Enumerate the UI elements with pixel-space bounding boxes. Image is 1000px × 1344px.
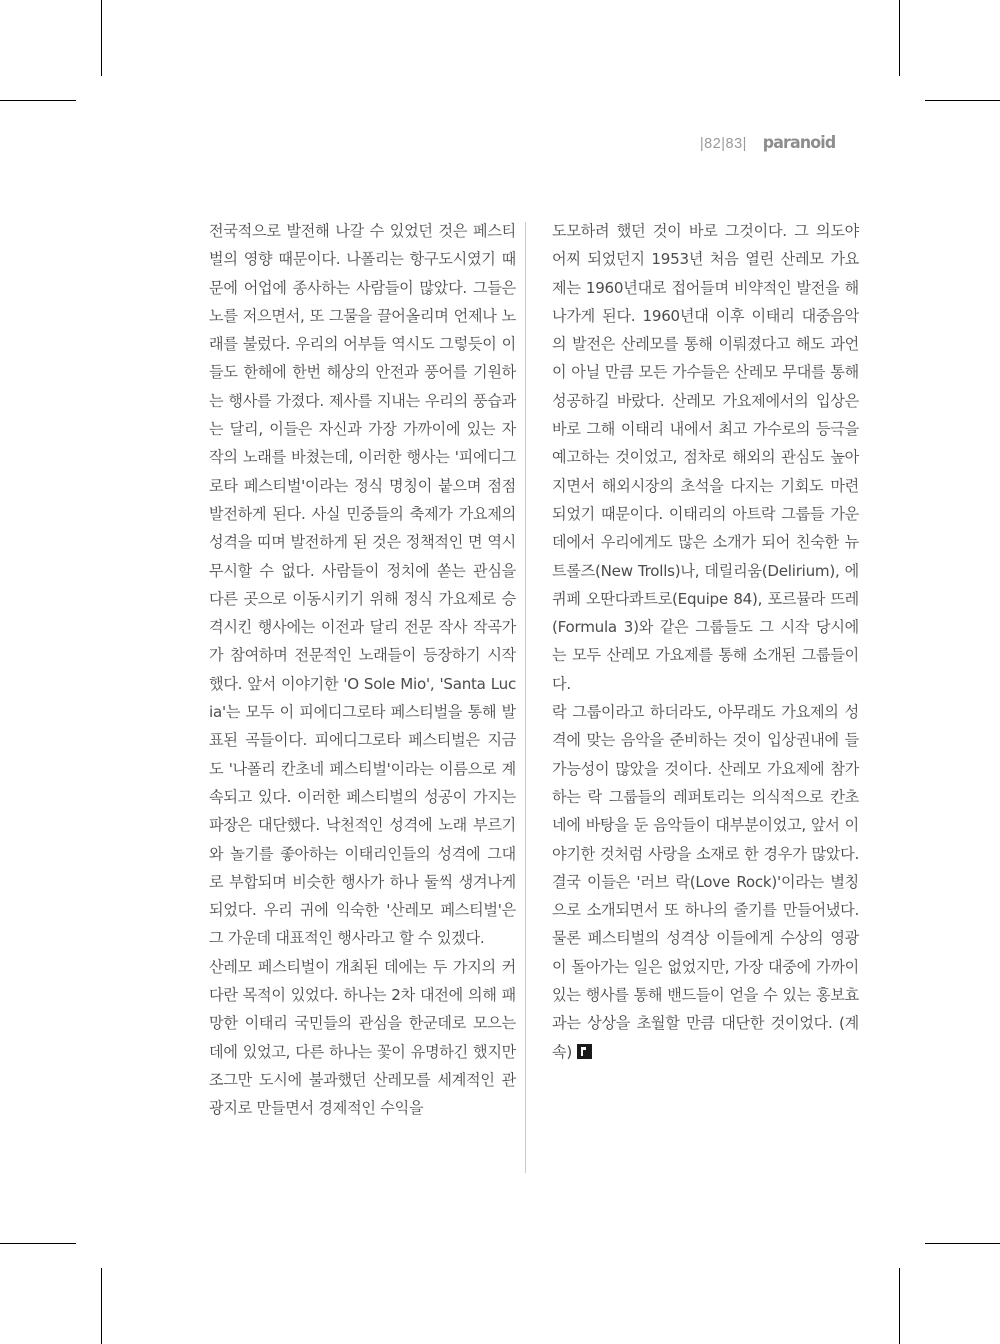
paragraph: 전국적으로 발전해 나갈 수 있었던 것은 페스티벌의 영향 때문이다. 나폴리는 항구도시였기 때문에 어업에 종사하는 사람들이 많았다. 그들은 노를 저으면서, 또 그물을 끌어올리며 언제나 노래를 불렀다. 우리의 어부들 역시도 그렇듯이 이들도 한해에 한번 해상의 안전과 풍어를 기원하는 행사를 가졌다. 제사를 지내는 우리의 풍습과는 달리, 이들은 자신과 가장 가까이에 있는 자작의 노래를 바쳤는데, 이러한 행사는 '피에디그로타 페스티벌'이라는 정식 명칭이 붙으며 점점 발전하게 된다. 사실 민중들의 축제가 가요제의 성격을 띠며 발전하게 된 것은 정책적인 면 역시 무시할 수 없다. 사람들이 정치에 쏟는 관심을 다른 곳으로 이동시키기 위해 정식 가요제로 승격시킨 행사에는 이전과 달리 전문 작사 작곡가가 참여하며 전문적인 노래들이 등장하기 시작했다. 앞서 이야기한 'O Sole Mio', 'Santa Lucia'는 모두 이 피에디그로타 페스티벌을 통해 발표된 곡들이다. 피에디그로타 페스티벌은 지금도 '나폴리 칸초네 페스티벌'이라는 이름으로 계속되고 있다. 이러한 페스티벌의 성공이 가지는 파장은 대단했다. 낙천적인 성격에 노래 부르기와 놀기를 좋아하는 이태리인들의 성격에 그대로 부합되며 비슷한 행사가 하나 둘씩 생겨나게 되었다. 우리 귀에 익숙한 '산레모 페스티벌'은 그 가운데 대표적인 행사라고 할 수 있겠다. bbox=[209, 222, 516, 948]
article-end-marker-icon bbox=[577, 1044, 592, 1059]
page-header bbox=[700, 133, 838, 153]
text-column-left bbox=[209, 217, 516, 1123]
crop-mark-bottom-right-vertical bbox=[899, 1268, 900, 1344]
page-folio: |82|83| bbox=[699, 136, 747, 152]
text-column-right bbox=[552, 217, 859, 1123]
article-body bbox=[209, 217, 859, 1123]
paragraph: 산레모 페스티벌이 개최된 데에는 두 가지의 커다란 목적이 있었다. 하나는 2차 대전에 의해 패망한 이태리 국민들의 관심을 한군데로 모으는 데에 있었고, 다른 하나는 꽃이 유명하긴 했지만 조그만 도시에 불과했던 산레모를 세계적인 관광지로 만들면서 경제적인 수익을 bbox=[209, 957, 516, 1118]
paragraph: 도모하려 했던 것이 바로 그것이다. 그 의도야 어찌 되었던지 1953년 처음 열린 산레모 가요제는 1960년대로 접어들며 비약적인 발전을 해 나가게 된다. 1960년대 이후 이태리 대중음악의 발전은 산레모를 통해 이뤄졌다고 해도 과언이 아닐 만큼 모든 가수들은 산레모 무대를 통해 성공하길 바랐다. 산레모 가요제에서의 입상은 바로 그해 이태리 내에서 최고 가수로의 등극을 예고하는 것이었고, 점차로 해외의 관심도 높아지면서 해외시장의 초석을 다지는 기회도 마련되었기 때문이다. 이태리의 아트락 그룹들 가운데에서 우리에게도 많은 소개가 되어 친숙한 뉴 트롤즈(New Trolls)나, 데릴리움(Delirium), 에퀴페 오딴다콰트로(Equipe 84), 포르뮬라 뜨레(Formula 3)와 같은 그룹들도 그 시작 당시에는 모두 산레모 가요제를 통해 소개된 그룹들이다. bbox=[552, 222, 859, 693]
crop-mark-bottom-left-vertical bbox=[101, 1268, 102, 1344]
crop-mark-bottom-left-horizontal bbox=[0, 1243, 76, 1244]
crop-mark-top-right-vertical bbox=[899, 0, 900, 76]
crop-mark-top-right-horizontal bbox=[925, 100, 1000, 101]
crop-mark-bottom-right-horizontal bbox=[925, 1243, 1000, 1244]
magazine-masthead: paranoid bbox=[762, 133, 836, 153]
crop-mark-top-left-horizontal bbox=[0, 100, 76, 101]
paragraph-final bbox=[552, 698, 859, 1066]
crop-mark-top-left-vertical bbox=[101, 0, 102, 76]
paragraph-text: 락 그룹이라고 하더라도, 아무래도 가요제의 성격에 맞는 음악을 준비하는 것이 입상권내에 들 가능성이 많았을 것이다. 산레모 가요제에 참가하는 락 그룹들의 레퍼토리는 의식적으로 칸초네에 바탕을 둔 음악들이 대부분이었고, 앞서 이야기한 것처럼 사랑을 소재로 한 경우가 많았다. 결국 이들은 '러브 락(Love Rock)'이라는 별칭으로 소개되면서 또 하나의 줄기를 만들어냈다. 물론 페스티벌의 성격상 이들에게 수상의 영광이 돌아가는 일은 없었지만, 가장 대중에 가까이 있는 행사를 통해 밴드들이 얻을 수 있는 홍보효과는 상상을 초월할 만큼 대단한 것이었다. (계속) bbox=[552, 703, 859, 1061]
